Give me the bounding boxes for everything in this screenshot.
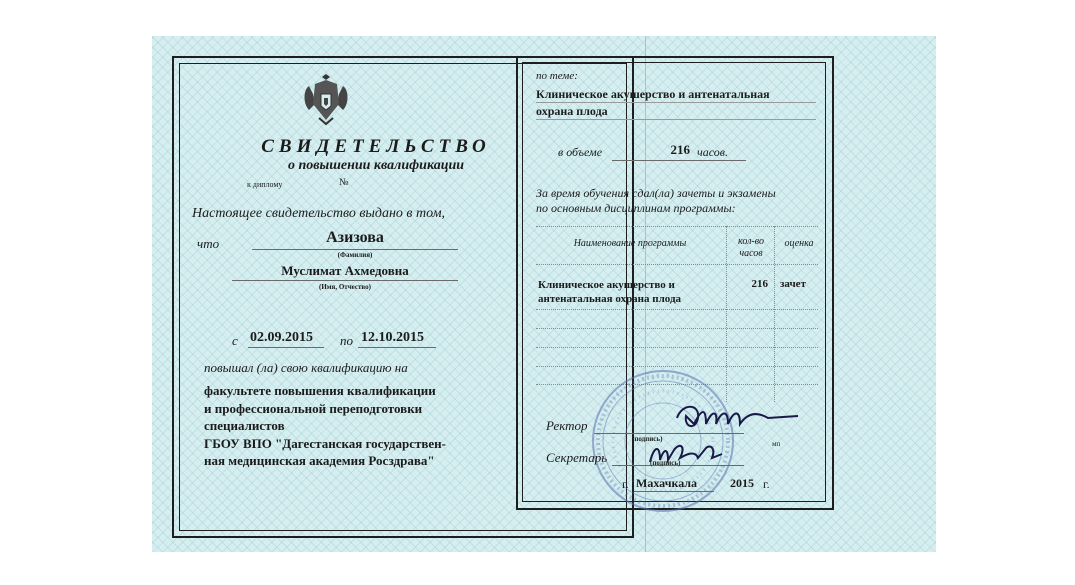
date-from-line xyxy=(248,347,324,348)
city-prefix: г. xyxy=(622,477,629,491)
exams-line: За время обучения сдал(ла) зачеты и экзамены xyxy=(536,186,776,200)
table-row-hours: 216 xyxy=(751,278,768,290)
name-value: Муслимат Ахмедовна xyxy=(281,263,409,278)
date-to-line xyxy=(358,347,436,348)
rector-label: Ректор xyxy=(546,418,588,433)
table-row-border xyxy=(536,347,818,348)
coat-of-arms-icon xyxy=(301,74,351,126)
volume-hours: 216 xyxy=(670,142,690,157)
topic-underline xyxy=(536,119,816,120)
faculty-block xyxy=(204,382,504,470)
to-word: по xyxy=(340,333,353,348)
city-name: Махачкала xyxy=(636,476,698,490)
volume-suffix: часов. xyxy=(697,145,728,159)
year-suffix: г. xyxy=(763,477,770,491)
table-header-border xyxy=(536,264,818,265)
exams-line: по основным дисциплинам программы: xyxy=(536,201,736,215)
certificate-subtitle: о повышении квалификации xyxy=(287,158,465,173)
secretary-signature-icon xyxy=(646,438,726,468)
table-header-program: Наименование программы xyxy=(573,238,687,249)
table-header-hours: кол-во часов xyxy=(738,236,764,259)
name-line xyxy=(232,280,458,281)
number-sign: № xyxy=(339,177,349,188)
city-line xyxy=(634,491,714,492)
name-caption: (Имя, Отчество) xyxy=(319,283,371,291)
that-word: что xyxy=(197,236,220,251)
table-row-program: Клиническое акушерство и антенатальная охрана плода xyxy=(538,279,682,305)
surname-value: Азизова xyxy=(326,229,384,246)
volume-prefix: в объеме xyxy=(558,145,603,159)
surname-caption: (Фамилия) xyxy=(337,251,373,259)
year-value: 2015 xyxy=(730,476,754,490)
rector-signature-caption: (подпись) xyxy=(632,435,663,443)
from-word: с xyxy=(232,333,238,348)
improved-line: повышал (ла) свою квалификацию на xyxy=(204,360,408,375)
issued-line: Настоящее свидетельство выдано в том, xyxy=(192,206,446,221)
table-top-border xyxy=(536,226,818,227)
topic-block xyxy=(536,86,816,120)
surname-line xyxy=(252,249,458,250)
rector-signature-icon xyxy=(672,398,802,438)
table-row-border xyxy=(536,328,818,329)
topic-underline xyxy=(536,102,816,103)
date-from: 02.09.2015 xyxy=(250,330,313,345)
mp-label: мп xyxy=(772,440,781,448)
table-row-border xyxy=(536,309,818,310)
certificate-sheet xyxy=(152,36,936,552)
topic-line: Клиническое акушерство и антенатальная xyxy=(536,87,770,101)
exams-block xyxy=(536,186,776,216)
faculty-line: ГБОУ ВПО "Дагестанская государствен- xyxy=(204,435,446,451)
secretary-signature-caption: (подпись) xyxy=(650,459,681,467)
secretary-label: Секретарь xyxy=(546,450,608,465)
topic-label: по теме: xyxy=(536,70,578,82)
topic-line: охрана плода xyxy=(536,104,608,118)
table-col-divider xyxy=(774,226,775,402)
faculty-line: ная медицинская академия Росздрава" xyxy=(204,453,435,468)
date-to: 12.10.2015 xyxy=(361,330,424,345)
volume-line xyxy=(612,160,746,161)
faculty-line: специалистов xyxy=(204,418,285,433)
table-header-grade: оценка xyxy=(784,238,814,249)
faculty-line: и профессиональной переподготовки xyxy=(204,400,423,416)
certificate-title: СВИДЕТЕЛЬСТВО xyxy=(261,136,491,157)
to-diploma-label: к диплому xyxy=(247,180,283,189)
table-row-grade: зачет xyxy=(780,278,806,290)
faculty-line: факультете повышения квалификации xyxy=(204,383,436,398)
